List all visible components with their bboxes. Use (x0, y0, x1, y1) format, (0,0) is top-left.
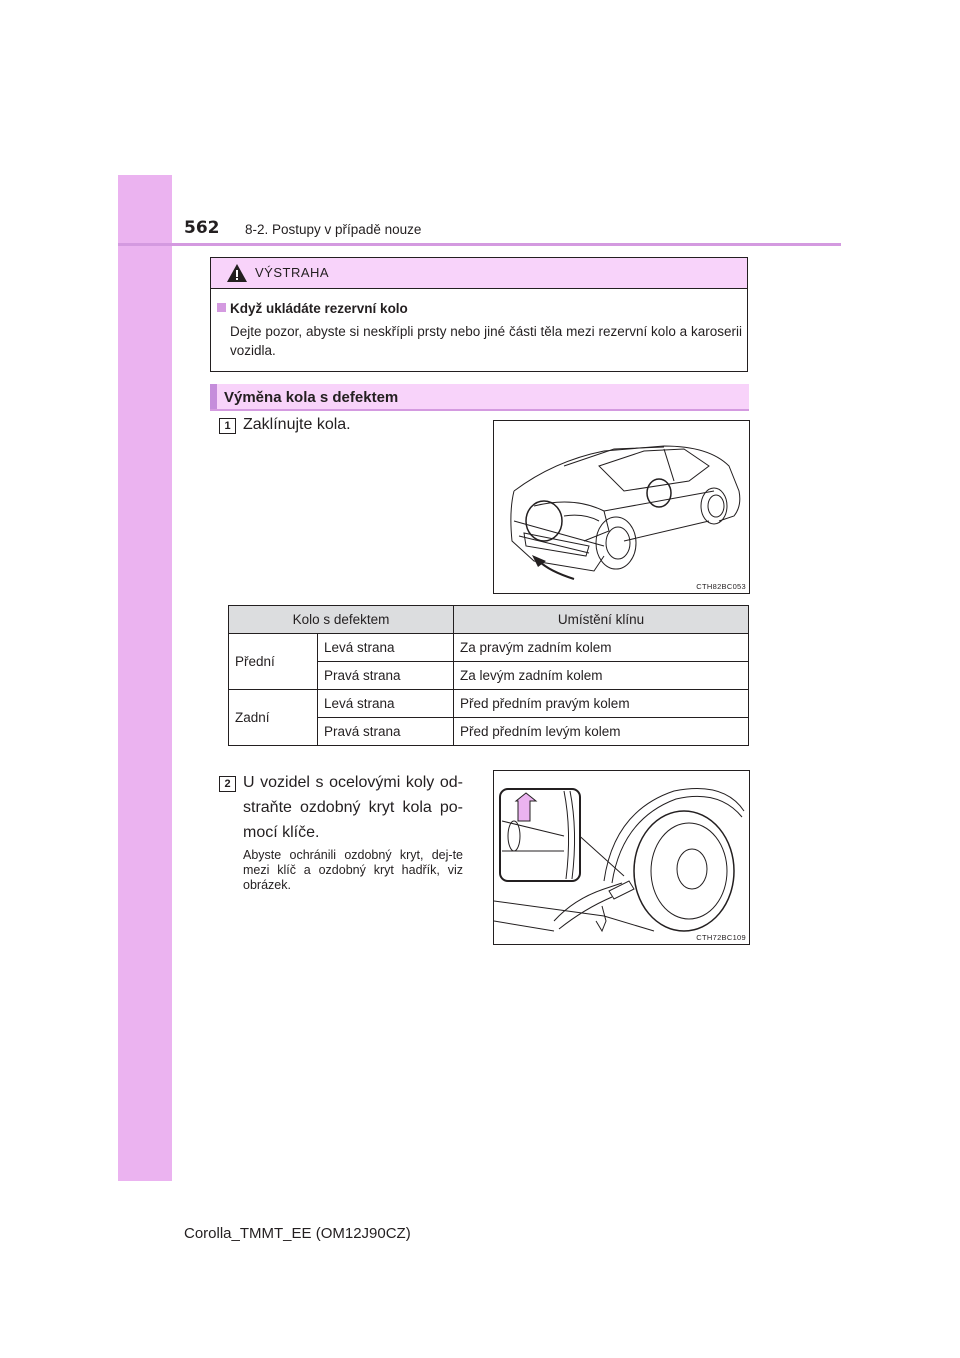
table-row (229, 634, 749, 662)
warning-triangle-icon (226, 263, 248, 283)
section-title: Výměna kola s defektem (224, 389, 399, 406)
footer-text: Corolla_TMMT_EE (OM12J90CZ) (184, 1225, 411, 1242)
step-1-badge: 1 (219, 418, 236, 434)
wheel-cover-illustration (493, 770, 750, 945)
step-1-text: Zaklínujte kola. (243, 416, 351, 433)
table-cell-location: Za levým zadním kolem (454, 662, 749, 690)
group-label-front: Přední (229, 634, 318, 690)
wheel-cover-drawing (494, 771, 749, 944)
warning-header (211, 258, 747, 289)
warning-subtitle-text: Když ukládáte rezervní kolo (230, 301, 408, 316)
car-illustration (493, 420, 750, 594)
warning-text: Dejte pozor, abyste si neskřípli prsty nebo jiné části těla mezi rezervní kolo a karoserii vozidla. (230, 324, 742, 358)
table-header-wedge-position: Umístění klínu (454, 606, 749, 634)
group-label-rear: Zadní (229, 690, 318, 746)
warning-subtitle (217, 301, 408, 316)
warning-label: VÝSTRAHA (255, 265, 330, 280)
side-tab-bar (118, 175, 172, 1181)
table-cell-side: Levá strana (318, 634, 454, 662)
table-cell-location: Před předním levým kolem (454, 718, 749, 746)
table-row (229, 690, 749, 718)
table-cell-side: Pravá strana (318, 718, 454, 746)
table-cell-side: Levá strana (318, 690, 454, 718)
figure-code-2: CTH72BC109 (696, 933, 746, 942)
header-rule (118, 243, 841, 246)
table-cell-location: Za pravým zadním kolem (454, 634, 749, 662)
section-heading (210, 384, 749, 411)
figure-code-1: CTH82BC053 (696, 582, 746, 591)
table-cell-location: Před předním pravým kolem (454, 690, 749, 718)
car-drawing (494, 421, 749, 593)
table-header-row (229, 606, 749, 634)
warning-box (210, 257, 748, 372)
section-heading-bar (210, 384, 217, 409)
table-cell-side: Pravá strana (318, 662, 454, 690)
step-2-text: U vozidel s ocelovými koly od-straňte ozdobný kryt kola po-mocí klíče. (243, 774, 463, 841)
chapter-title: 8-2. Postupy v případě nouze (245, 222, 422, 237)
page-number: 562 (184, 218, 220, 238)
step-2-badge: 2 (219, 776, 236, 792)
wedge-location-table (228, 605, 749, 746)
table-header-flat-tire: Kolo s defektem (229, 606, 454, 634)
bullet-square-icon (217, 303, 226, 312)
step-2-note: Abyste ochránili ozdobný kryt, dej-te mezi klíč a ozdobný kryt hadřík, viz obrázek. (243, 848, 463, 892)
